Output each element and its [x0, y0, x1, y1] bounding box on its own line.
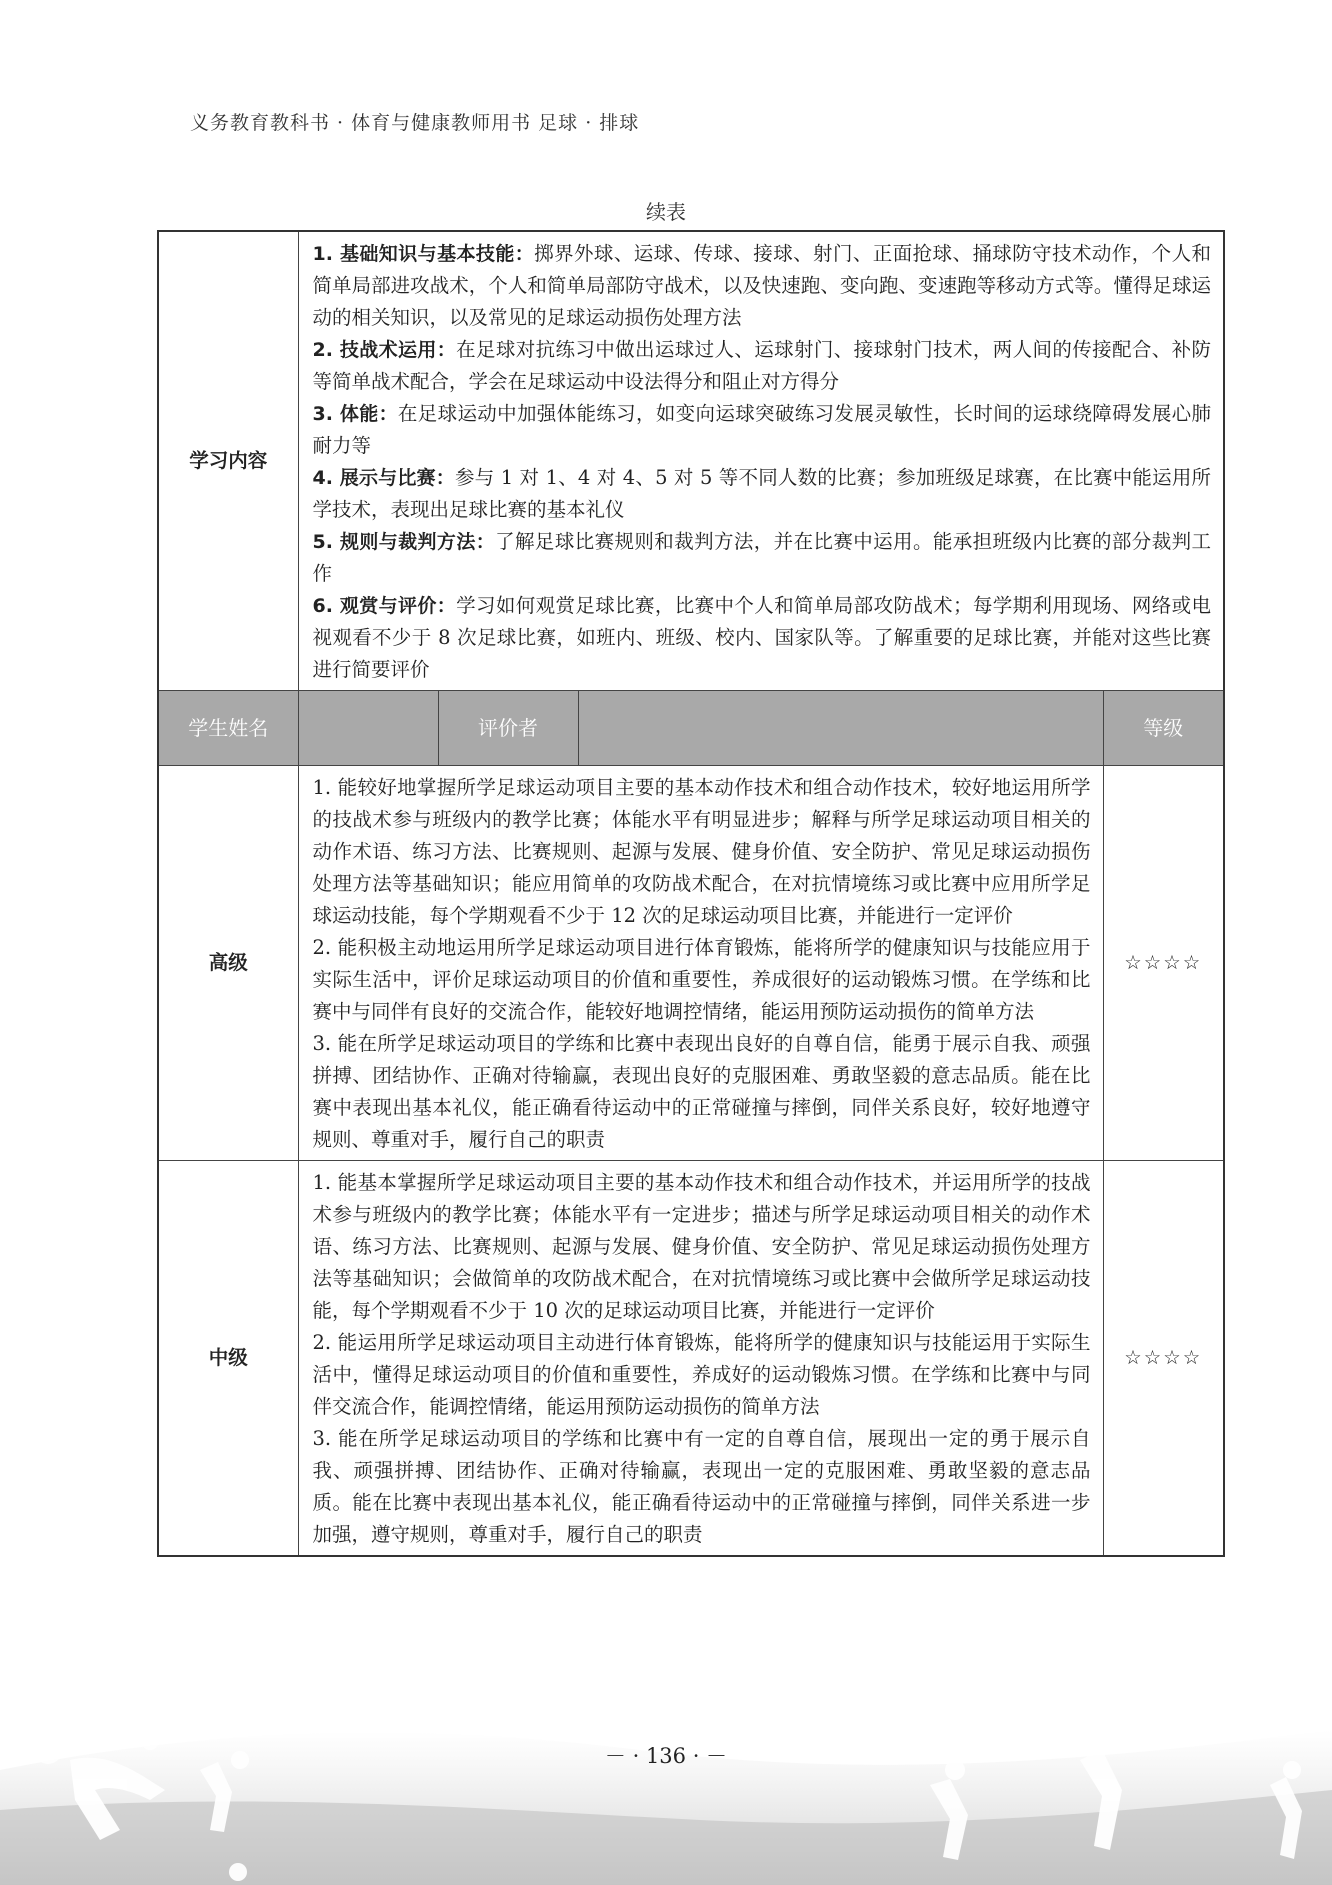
- level-item: 1. 能较好地掌握所学足球运动项目主要的基本动作技术和组合动作技术，较好地运用所学的技战术参与班级内的教学比赛；体能水平有明显进步；解释与所学足球运动项目相关的动作术语、练习方法、比赛规则、起源与发展、健身价值、安全防护、常见足球运动损伤处理方法等基础知识；能应用简单的攻防战术配合，在对抗情境练习或比赛中应用所学足球运动技能，每个学期观看不少于 12 次的足球运动项目比赛，并能进行一定评价: [312, 776, 1091, 927]
- student-name-label: 学生姓名: [158, 691, 298, 766]
- table-caption: 续表: [646, 200, 686, 224]
- star-rating: ☆☆☆☆: [1103, 1161, 1224, 1557]
- level-description: [298, 1161, 1103, 1557]
- level-item: 3. 能在所学足球运动项目的学练和比赛中表现出良好的自尊自信，能勇于展示自我、顽强拼搏、团结协作、正确对待输赢，表现出良好的克服困难、勇敢坚毅的意志品质。能在比赛中表现出基本礼仪，能正确看待运动中的正常碰撞与摔倒，同伴关系良好，较好地遵守规则、尊重对手，履行自己的职责: [312, 1032, 1091, 1151]
- learning-item: 6. 观赏与评价：学习如何观赏足球比赛，比赛中个人和简单局部攻防战术；每学期利用现场、网络或电视观看不少于 8 次足球比赛，如班内、班级、校内、国家队等。了解重要的足球比赛，并能对这些比赛进行简要评价: [312, 594, 1212, 681]
- learning-content-row: [158, 231, 1224, 691]
- table-header-row: [158, 691, 1224, 766]
- learning-item: 5. 规则与裁判方法：了解足球比赛规则和裁判方法，并在比赛中运用。能承担班级内比赛的部分裁判工作: [312, 530, 1211, 585]
- level-row-advanced: [158, 766, 1224, 1161]
- level-item: 2. 能积极主动地运用所学足球运动项目进行体育锻炼，能将所学的健康知识与技能应用于实际生活中，评价足球运动项目的价值和重要性，养成很好的运动锻炼习惯。在学练和比赛中与同伴有良好的交流合作，能较好地调控情绪，能运用预防运动损伤的简单方法: [312, 936, 1091, 1023]
- level-row-intermediate: [158, 1161, 1224, 1557]
- learning-item: 3. 体能：在足球运动中加强体能练习，如变向运球突破练习发展灵敏性，长时间的运球绕障碍发展心肺耐力等: [312, 402, 1212, 457]
- learning-item: 2. 技战术运用：在足球对抗练习中做出运球过人、运球射门、接球射门技术，两人间的传接配合、补防等简单战术配合，学会在足球运动中设法得分和阻止对方得分: [312, 338, 1211, 393]
- evaluator-field: [578, 691, 1103, 766]
- grade-label: 等级: [1103, 691, 1224, 766]
- running-head: 义务教育教科书 · 体育与健康教师用书 足球 · 排球: [190, 112, 640, 134]
- learning-content-cell: [298, 231, 1224, 691]
- learning-content-label: 学习内容: [158, 231, 298, 691]
- level-label: 高级: [158, 766, 298, 1161]
- learning-item: 4. 展示与比赛：参与 1 对 1、4 对 4、5 对 5 等不同人数的比赛；参加班级足球赛，在比赛中能运用所学技术，表现出足球比赛的基本礼仪: [312, 466, 1212, 521]
- evaluation-table: [157, 230, 1225, 1557]
- learning-item: 1. 基础知识与基本技能：掷界外球、运球、传球、接球、射门、正面抢球、捅球防守技术动作，个人和简单局部进攻战术，个人和简单局部防守战术，以及快速跑、变向跑、变速跑等移动方式等。懂得足球运动的相关知识，以及常见的足球运动损伤处理方法: [312, 242, 1212, 329]
- level-item: 1. 能基本掌握所学足球运动项目主要的基本动作技术和组合动作技术，并运用所学的技战术参与班级内的教学比赛；体能水平有一定进步；描述与所学足球运动项目相关的动作术语、练习方法、比赛规则、起源与发展、健身价值、安全防护、常见足球运动损伤处理方法等基础知识；会做简单的攻防战术配合，在对抗情境练习或比赛中会做所学足球运动技能，每个学期观看不少于 10 次的足球运动项目比赛，并能进行一定评价: [312, 1171, 1091, 1322]
- level-item: 2. 能运用所学足球运动项目主动进行体育锻炼，能将所学的健康知识与技能运用于实际生活中，懂得足球运动项目的价值和重要性，养成好的运动锻炼习惯。在学练和比赛中与同伴交流合作，能调控情绪，能运用预防运动损伤的简单方法: [312, 1331, 1091, 1418]
- level-description: [298, 766, 1103, 1161]
- page-number: － · 136 · －: [604, 1744, 728, 1768]
- star-rating: ☆☆☆☆: [1103, 766, 1224, 1161]
- level-label: 中级: [158, 1161, 298, 1557]
- level-item: 3. 能在所学足球运动项目的学练和比赛中有一定的自尊自信，展现出一定的勇于展示自我、顽强拼搏、团结协作、正确对待输赢，表现出一定的克服困难、勇敢坚毅的意志品质。能在比赛中表现出基本礼仪，能正确看待运动中的正常碰撞与摔倒，同伴关系进一步加强，遵守规则，尊重对手，履行自己的职责: [312, 1427, 1091, 1546]
- student-name-field: [298, 691, 438, 766]
- soccer-silhouettes-decoration: [0, 1690, 1332, 1885]
- evaluator-label: 评价者: [438, 691, 578, 766]
